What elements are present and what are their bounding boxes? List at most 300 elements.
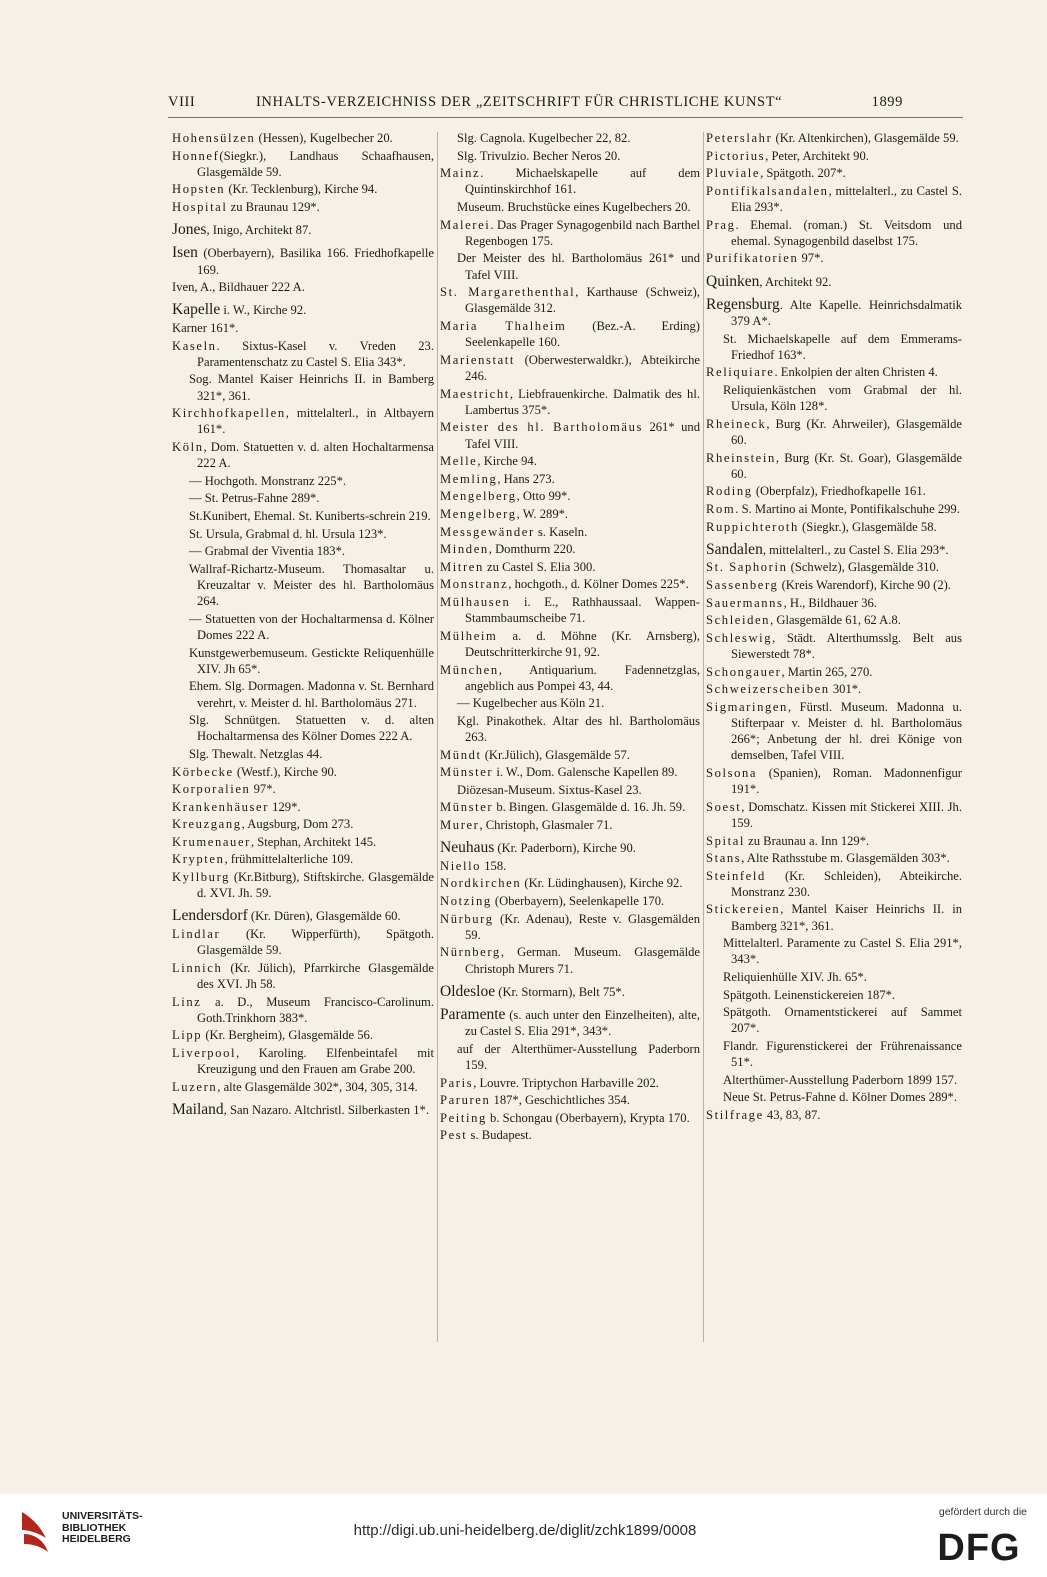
index-keyword: Isen [172, 244, 198, 262]
index-entry [706, 148, 962, 164]
index-entry-text: , Mantel Kaiser Heinrichs II. in Bamberg 321*, 361. [731, 902, 962, 933]
index-keyword: Prag [706, 217, 736, 232]
index-entry-text: — Kugelbecher aus Köln 21. [457, 696, 605, 711]
index-keyword: Nürnberg [440, 945, 501, 960]
index-entry-text: (Bez.-A. Erding) Seelenkapelle 160. [465, 318, 700, 350]
index-keyword: Krumenauer [172, 834, 251, 849]
index-keyword: Minden [440, 542, 489, 557]
index-keyword: Niello [440, 858, 482, 873]
index-entry-text: (Kr. Lüdinghausen), Kirche 92. [521, 876, 683, 891]
index-entry [172, 338, 434, 370]
index-entry [172, 181, 434, 197]
index-keyword: Mülhausen [440, 594, 511, 609]
index-keyword: Schleswig [706, 630, 773, 645]
index-entry [440, 130, 700, 146]
index-entry [706, 382, 962, 414]
index-entry [172, 561, 434, 610]
permalink-url[interactable]: http://digi.ub.uni-heidelberg.de/diglit/zchk1899/0008 [353, 1522, 697, 1539]
page-number: VIII [168, 94, 196, 110]
index-entry [706, 868, 962, 900]
index-entry-text: , Alte Rathsstube m. Glasgemälden 303*. [741, 851, 950, 866]
index-entry [172, 799, 434, 815]
index-entry-text: 97*. [250, 782, 276, 797]
index-keyword: Ruppichteroth [706, 519, 799, 534]
index-entry [172, 645, 434, 677]
index-keyword: Schleiden [706, 613, 771, 628]
index-entry-text: Alterthümer-Ausstellung Paderborn 1899 157. [723, 1072, 958, 1087]
index-entry [706, 833, 962, 849]
index-entry [440, 747, 700, 763]
index-keyword: Maestricht [440, 386, 510, 401]
index-keyword: Messgewänder [440, 524, 535, 539]
index-entry-text: St. Michaelskapelle auf dem Emmerams-Friedhof 163*. [723, 331, 962, 362]
sponsor-note: gefördert durch die [938, 1506, 1027, 1518]
index-entry [706, 969, 962, 985]
index-entry [172, 960, 434, 992]
index-keyword: Neuhaus [440, 839, 495, 857]
index-keyword: Meister des hl. Bartholomäus [440, 420, 644, 435]
index-entry [440, 148, 700, 164]
index-entry-text: , Burg (Kr. St. Goar), Glasgemälde 60. [731, 450, 962, 481]
index-keyword: Mündt [440, 747, 482, 762]
index-keyword: Solsona [706, 765, 758, 780]
index-entry-text: (Schwelz), Glasgemälde 310. [787, 560, 939, 575]
index-entry [706, 664, 962, 680]
index-entry [172, 816, 434, 832]
index-entry [172, 199, 434, 215]
index-column-3 [706, 130, 962, 1345]
index-entry [172, 473, 434, 489]
index-keyword: Melle [440, 454, 478, 469]
index-entry-text: (Kr. Stormarn), Belt 75*. [495, 984, 625, 999]
index-entry [440, 1092, 700, 1108]
index-entry [172, 526, 434, 542]
index-entry [172, 781, 434, 797]
index-entry-text: Kunstgewerbemuseum. Gestickte Reliquenhülle XIV. Jh 65*. [189, 645, 434, 676]
index-entry-text: , Domschatz. Kissen mit Stickerei XIII. Jh. 159. [731, 799, 962, 830]
index-entry-text: , San Nazaro. Altchristl. Silberkasten 1*. [223, 1103, 429, 1118]
index-entry-text: (Kr. Paderborn), Kirche 90. [494, 841, 636, 856]
index-keyword: Luzern [172, 1079, 218, 1094]
index-entry-text: Spätgoth. Ornamentstickerei auf Sammet 207*. [723, 1005, 962, 1036]
index-entry-text: 187*, Geschichtliches 354. [490, 1093, 630, 1108]
index-entry-text: Der Meister des hl. Bartholomäus 261* und Tafel VIII. [457, 251, 700, 282]
index-entry-text: , Christoph, Glasmaler 71. [479, 818, 613, 833]
index-entry-text: Slg. Trivulzio. Becher Neros 20. [457, 148, 621, 163]
index-entry-text: (Kr. Tecklenburg), Kirche 94. [225, 182, 378, 197]
index-keyword: Jones [172, 221, 207, 239]
index-entry [706, 595, 962, 611]
index-entry [440, 1110, 700, 1126]
index-entry-text: , Hans 273. [497, 471, 555, 486]
index-entry [706, 364, 962, 380]
index-keyword: Korporalien [172, 782, 251, 797]
index-entry [706, 699, 962, 764]
index-keyword: Oldesloe [440, 982, 496, 1000]
index-entry-text: (s. auch unter den Einzelheiten), alte, zu Castel S. Elia 291*, 343*. [465, 1008, 700, 1039]
index-keyword: Quinken [706, 272, 760, 290]
index-entry-text: Sog. Mantel Kaiser Heinrichs II. in Bamberg 321*, 361. [189, 372, 434, 403]
index-entry [440, 1007, 700, 1039]
index-keyword: Sauermanns [706, 595, 784, 610]
index-entry-text: , Burg (Kr. Ahrweiler), Glasgemälde 60. [731, 416, 962, 447]
index-entry-text: Slg. Cagnola. Kugelbecher 22, 82. [457, 131, 631, 145]
university-library-name: UNIVERSITÄTS- BIBLIOTHEK HEIDELBERG [62, 1510, 143, 1545]
index-keyword: Pest [440, 1128, 468, 1143]
index-entry-text: , Fürstl. Museum. Madonna u. Stifterpaar v. Meister d. hl. Bartholomäus 266*; Anbetung der hl. drei Könige von demselben, Tafel VIII. [731, 699, 962, 763]
index-entry-text: s. Kaseln. [534, 524, 588, 539]
index-entry [440, 944, 700, 976]
index-entry-text: , Otto 99*. [516, 489, 571, 504]
index-entry [440, 419, 700, 451]
index-entry [706, 1038, 962, 1070]
index-entry-text: zu Castel S. Elia 300. [483, 559, 596, 574]
index-entry [172, 834, 434, 850]
index-keyword: Mitren [440, 559, 484, 574]
index-keyword: St. Saphorin [706, 560, 788, 575]
index-entry [172, 490, 434, 506]
index-entry [440, 217, 700, 249]
index-keyword: Mailand [172, 1101, 224, 1119]
index-entry-text: Neue St. Petrus-Fahne d. Kölner Domes 289*. [723, 1090, 957, 1105]
index-entry [440, 453, 700, 469]
index-entry [440, 911, 700, 943]
index-keyword: Stickereien [706, 902, 781, 917]
index-entry [706, 250, 962, 266]
index-keyword: Reliquiare [706, 365, 775, 380]
index-entry [172, 148, 434, 180]
index-entry [440, 488, 700, 504]
index-entry [706, 483, 962, 499]
index-keyword: Lipp [172, 1028, 203, 1043]
index-entry-text: b. Bingen. Glasgemälde d. 16. Jh. 59. [493, 800, 686, 815]
index-keyword: Sigmaringen [706, 699, 788, 714]
index-column-1 [172, 130, 434, 1345]
index-entry [440, 1075, 700, 1091]
index-entry [440, 840, 700, 856]
index-entry [706, 559, 962, 575]
index-keyword: Pontifikalsandalen [706, 183, 829, 198]
index-entry [706, 217, 962, 249]
index-entry [706, 274, 962, 290]
index-entry-text: Diözesan-Museum. Sixtus-Kasel 23. [457, 782, 642, 797]
dfg-logo-icon [931, 1524, 1027, 1566]
index-entry [440, 695, 700, 711]
index-entry-text: (Kr. Altenkirchen), Glasgemälde 59. [772, 131, 959, 145]
index-entry [172, 869, 434, 901]
index-keyword: Mainz [440, 166, 481, 181]
index-entry-text: Iven, A., Bildhauer 222 A. [172, 280, 305, 295]
index-entry [440, 594, 700, 626]
index-keyword: Purifikatorien [706, 251, 799, 266]
index-entry [440, 662, 700, 694]
index-entry-text: , W. 289*. [516, 506, 569, 521]
index-entry-text: St.Kunibert, Ehemal. St. Kuniberts-schrein 219. [189, 508, 431, 523]
index-entry-text: Wallraf-Richartz-Museum. Thomasaltar u. Kreuzaltar v. Meister des hl. Bartholomäus 264. [189, 561, 434, 609]
index-entry-text: , alte Glasgemälde 302*, 304, 305, 314. [217, 1079, 418, 1094]
index-entry-text: (Siegkr.), Glasgemälde 58. [798, 519, 937, 534]
index-entry [706, 612, 962, 628]
index-keyword: Krypten [172, 852, 225, 867]
index-column-2 [440, 130, 700, 1345]
index-entry [706, 799, 962, 831]
index-entry-text: (Hessen), Kugelbecher 20. [255, 131, 393, 145]
index-entry [440, 893, 700, 909]
index-entry [172, 1102, 434, 1118]
index-entry-text: , H., Bildhauer 36. [783, 595, 877, 610]
index-entry [172, 908, 434, 924]
index-entry-text: 129*. [269, 799, 301, 814]
index-entry [706, 1004, 962, 1036]
index-entry-text: — St. Petrus-Fahne 289*. [189, 491, 320, 506]
index-entry [440, 541, 700, 557]
digitization-footer [0, 1494, 1047, 1577]
index-entry-text: . Michaelskapelle auf dem Quintinskirchhof 161. [465, 166, 700, 197]
column-divider [703, 132, 704, 1342]
index-entry-text: . Sixtus-Kasel v. Vreden 23. Paramentenschatz zu Castel S. Elia 343*. [197, 338, 434, 369]
index-entry-text: , Karthause (Schweiz), Glasgemälde 312. [465, 285, 700, 316]
university-library-logo-icon [16, 1508, 54, 1556]
index-keyword: Münster [440, 765, 494, 780]
index-entry-text: a. d. Möhne (Kr. Arnsberg), Deutschritterkirche 91, 92. [465, 628, 700, 659]
index-entry-text: . Enkolpien der alten Christen 4. [774, 365, 938, 380]
index-keyword: Notzing [440, 894, 492, 909]
index-entry [706, 130, 962, 146]
index-entry [172, 1027, 434, 1043]
index-entry-text: 158. [481, 858, 507, 873]
index-entry-text: 261* und Tafel VIII. [465, 420, 700, 451]
index-entry [440, 386, 700, 418]
index-keyword: Körbecke [172, 764, 234, 779]
index-entry [172, 245, 434, 277]
index-entry [172, 222, 434, 238]
index-keyword: Rom [706, 501, 736, 516]
index-entry-text: Kgl. Pinakothek. Altar des hl. Bartholomäus 263. [457, 713, 700, 745]
index-entry-text: (Westf.), Kirche 90. [233, 764, 337, 779]
index-keyword: Pictorius [706, 148, 766, 163]
index-entry-text: (Kr. Adenau), Reste v. Glasgemälden 59. [465, 911, 700, 942]
header-title: INHALTS-VERZEICHNISS DER „ZEITSCHRIFT FÜR CHRISTLICHE KUNST“ [256, 94, 783, 110]
index-entry-text: b. Schongau (Oberbayern), Krypta 170. [486, 1110, 690, 1125]
index-entry-text: Mittelalterl. Paramente zu Castel S. Elia 291*, 343*. [723, 936, 962, 967]
index-entry [706, 542, 962, 558]
index-keyword: Mengelberg [440, 489, 517, 504]
index-keyword: Monstranz [440, 577, 509, 592]
index-entry-text: , Stephan, Architekt 145. [250, 834, 377, 849]
index-entry-text: a. D., Museum Francisco-Carolinum. Goth.Trinkhorn 383*. [197, 994, 434, 1025]
index-entry-text: (Kr. Jülich), Pfarrkirche Glasgemälde des XVI. Jh 58. [197, 960, 434, 992]
index-keyword: Lendersdorf [172, 907, 248, 925]
index-keyword: Rheinstein [706, 450, 776, 465]
index-entry-text: zu Braunau a. Inn 129*. [745, 833, 870, 848]
index-entry-text: (Kr. Wipperfürth), Spätgoth. Glasgemälde 59. [197, 927, 434, 958]
index-entry-text: i. W., Kirche 92. [220, 303, 307, 318]
index-entry-text: (Oberpfalz), Friedhofkapelle 161. [752, 484, 926, 499]
index-entry-text: i. E., Rathhaussaal. Wappen-Stammbaumscheibe 71. [465, 594, 700, 626]
index-entry-text: , Dom. Statuetten v. d. alten Hochaltarmensa 222 A. [197, 439, 434, 471]
index-keyword: Paris [440, 1075, 474, 1090]
index-entry [440, 875, 700, 891]
index-entry-text: (Kr.Jülich), Glasgemälde 57. [481, 747, 630, 762]
index-keyword: Regensburg [706, 295, 780, 313]
index-entry-text: s. Budapest. [467, 1128, 532, 1143]
index-keyword: München [440, 662, 499, 677]
svg-text:DFG: DFG [937, 1527, 1021, 1566]
index-entry [440, 1127, 700, 1143]
index-entry-text: Reliquienkästchen vom Grabmal der hl. Ursula, Köln 128*. [723, 382, 962, 414]
index-entry [706, 450, 962, 482]
index-entry-text: , Architekt 92. [759, 274, 832, 289]
index-entry [172, 926, 434, 958]
index-keyword: Pluviale [706, 166, 761, 181]
index-entry [706, 1089, 962, 1105]
index-entry-text: , Peter, Architekt 90. [765, 148, 869, 163]
index-entry [706, 901, 962, 933]
index-keyword: Hospital [172, 199, 228, 214]
index-entry-text: (Oberbayern), Seelenkapelle 170. [491, 894, 665, 909]
index-keyword: Rheineck [706, 416, 767, 431]
index-entry-text: . Ehemal. (roman.) St. Veitsdom und ehemal. Synagogenbild daselbst 175. [731, 217, 962, 248]
index-entry [172, 279, 434, 295]
index-keyword: Schweizerscheiben [706, 682, 830, 697]
index-entry [440, 199, 700, 215]
index-keyword: Memling [440, 471, 498, 486]
index-entry [706, 987, 962, 1003]
index-entry-text: Flandr. Figurenstickerei der Frührenaissance 51*. [723, 1039, 962, 1070]
index-entry [172, 130, 434, 146]
index-entry [172, 764, 434, 780]
index-entry-text: , mittelalterl., zu Castel S. Elia 293*. [762, 542, 949, 557]
index-entry [172, 1079, 434, 1095]
index-entry [440, 1041, 700, 1073]
index-entry-text: . Das Prager Synagogenbild nach Barthel Regenbogen 175. [465, 217, 700, 248]
index-entry [172, 371, 434, 403]
index-entry-text: (Kr. Schleiden), Abteikirche. Monstranz 230. [731, 868, 962, 899]
index-entry-text: , hochgoth., d. Kölner Domes 225*. [508, 577, 689, 592]
index-keyword: Kreuzgang [172, 817, 242, 832]
index-entry [440, 318, 700, 350]
index-entry-text: St. Ursula, Grabmal d. hl. Ursula 123*. [189, 526, 387, 541]
index-entry-text: , Inigo, Architekt 87. [206, 223, 312, 238]
index-keyword: Paramente [440, 1006, 506, 1024]
index-entry-text: , Augsburg, Dom 273. [241, 817, 354, 832]
index-entry-text: Museum. Bruchstücke eines Kugelbechers 20. [457, 199, 691, 214]
index-entry [706, 935, 962, 967]
index-entry [440, 284, 700, 316]
index-entry [440, 471, 700, 487]
index-entry-text: , Kirche 94. [477, 454, 537, 469]
index-entry [440, 817, 700, 833]
column-divider [437, 132, 438, 1342]
index-entry [172, 439, 434, 471]
index-keyword: Linz [172, 994, 202, 1009]
index-entry-text: zu Braunau 129*. [227, 199, 320, 214]
index-keyword: Sassenberg [706, 577, 779, 592]
index-keyword: Murer [440, 818, 480, 833]
index-keyword: Roding [706, 484, 753, 499]
index-entry-text: Reliquienhülle XIV. Jh. 65*. [723, 970, 867, 985]
index-entry-text: auf der Alterthümer-Ausstellung Paderborn 159. [457, 1041, 700, 1073]
index-keyword: St. Margarethenthal [440, 285, 576, 300]
index-keyword: Honnef [172, 148, 220, 163]
index-keyword: Peterslahr [706, 131, 773, 145]
index-keyword: Kirchhofkapellen [172, 406, 286, 421]
index-entry [172, 405, 434, 437]
index-entry [706, 1072, 962, 1088]
index-entry [440, 165, 700, 197]
index-entry-text: (Kr. Düren), Glasgemälde 60. [247, 909, 401, 924]
index-keyword: Stans [706, 851, 742, 866]
index-keyword: Nürburg [440, 911, 494, 926]
index-entry [706, 416, 962, 448]
index-entry-text: , Karoling. Elfenbeintafel mit Kreuzigung und den Frauen am Grabe 200. [197, 1046, 434, 1077]
index-keyword: Hopsten [172, 182, 226, 197]
index-entry [440, 984, 700, 1000]
index-entry [706, 501, 962, 517]
index-entry-text: 97*. [798, 251, 824, 266]
index-entry [440, 799, 700, 815]
index-entry-text: 43, 83, 87. [763, 1108, 821, 1123]
index-entry-text: Karner 161*. [172, 320, 239, 335]
index-keyword: Spital [706, 833, 745, 848]
header-rule [168, 117, 963, 118]
index-entry-text: . Alte Kapelle. Heinrichsdalmatik 379 A*. [731, 297, 962, 328]
index-entry-text: — Statuetten von der Hochaltarmensa d. Kölner Domes 222 A. [189, 611, 434, 642]
index-entry [172, 994, 434, 1026]
index-entry [706, 765, 962, 797]
index-entry-text: Slg. Thewalt. Netzglas 44. [189, 746, 323, 761]
index-entry-text: , mittelalterl., in Altbayern 161*. [197, 406, 434, 437]
index-entry [706, 681, 962, 697]
index-entry [440, 524, 700, 540]
index-entry [440, 628, 700, 660]
index-entry-text: Spätgoth. Leinenstickereien 187*. [723, 987, 896, 1002]
index-keyword: Kyllburg [172, 870, 231, 885]
index-entry [706, 165, 962, 181]
index-keyword: Linnich [172, 960, 223, 975]
index-entry [172, 508, 434, 524]
index-entry [440, 250, 700, 282]
index-keyword: Soest [706, 799, 742, 814]
index-entry-text: (Spanien), Roman. Madonnenfigur 191*. [731, 765, 962, 797]
index-entry-text: 301*. [829, 682, 862, 697]
index-entry [440, 782, 700, 798]
index-entry [440, 506, 700, 522]
index-entry-text: , mittelalterl., zu Castel S. Elia 293*. [731, 183, 962, 214]
index-entry [172, 302, 434, 318]
index-keyword: Mülheim [440, 628, 498, 643]
index-entry-text: — Grabmal der Viventia 183*. [189, 544, 346, 559]
index-entry [172, 678, 434, 710]
index-entry-text: , Domthurm 220. [488, 542, 576, 557]
index-entry-text: (Kr.Bitburg), Stiftskirche. Glasgemälde d. XVI. Jh. 59. [197, 870, 434, 901]
index-entry [706, 331, 962, 363]
index-entry-text: Slg. Schnütgen. Statuetten v. d. alten Hochaltarmensa des Kölner Domes 222 A. [189, 713, 434, 744]
index-keyword: Paruren [440, 1093, 491, 1108]
index-keyword: Hohensülzen [172, 131, 256, 145]
index-entry [706, 630, 962, 662]
index-entry [706, 297, 962, 329]
index-entry [440, 858, 700, 874]
index-keyword: Liverpool [172, 1046, 237, 1061]
index-entry [440, 764, 700, 780]
index-entry-text: , Antiquarium. Fadennetzglas, angeblich aus Pompei 43, 44. [465, 662, 700, 693]
index-keyword: Maria Thalheim [440, 318, 567, 333]
index-entry-text: (Oberbayern), Basilika 166. Friedhofkapelle 169. [197, 246, 434, 277]
index-keyword: Kapelle [172, 301, 221, 319]
index-entry [172, 320, 434, 336]
index-entry [706, 577, 962, 593]
